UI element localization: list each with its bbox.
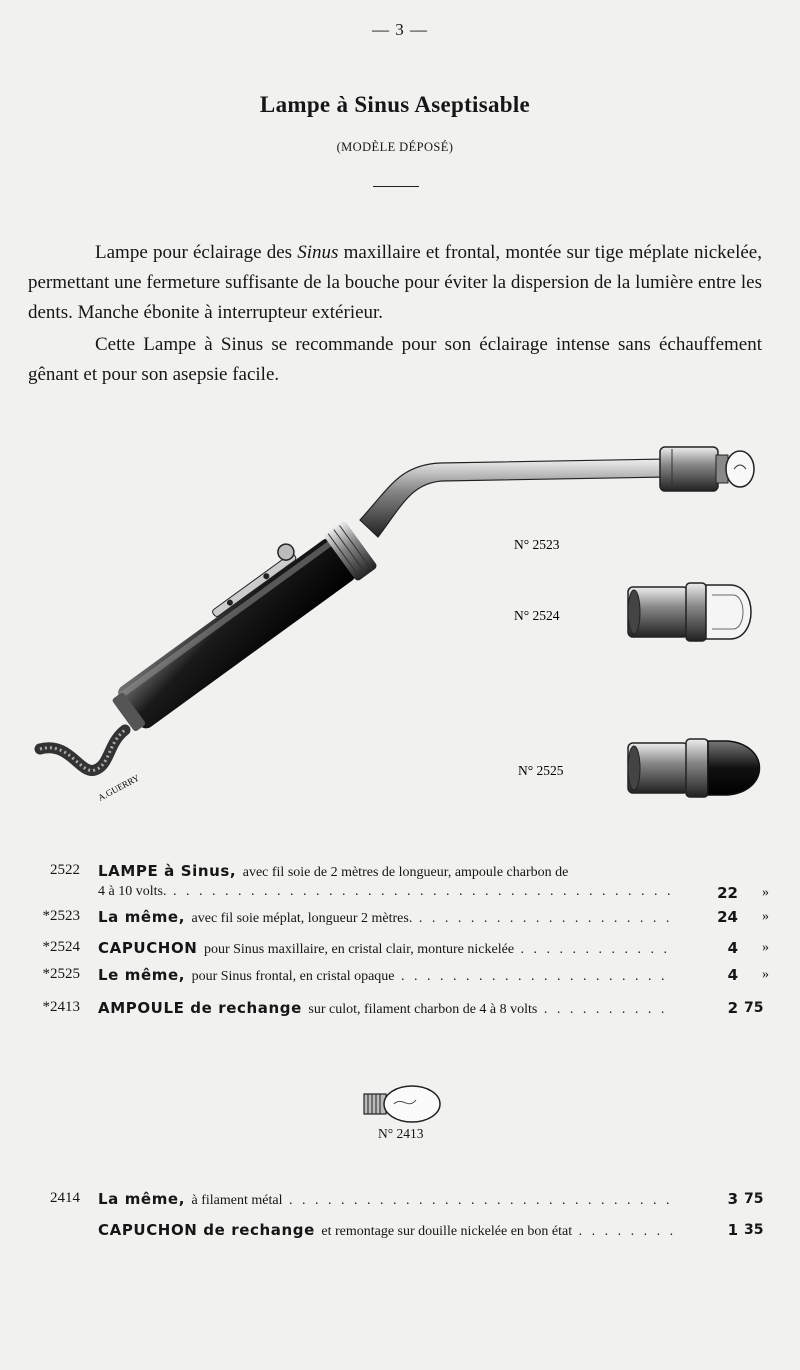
catalog-price-cents: 75 [744,1000,764,1016]
catalog-price-cents: 35 [744,1222,764,1238]
catalog-desc-line2 [98,884,674,900]
catalog-ref: *2525 [42,966,80,982]
catalog-item-text: avec fil soie méplat, longueur 2 mètres. [191,911,413,926]
lamp-socket [660,447,718,491]
catalog-row [0,1219,800,1243]
label-2413: N° 2413 [378,1126,424,1141]
catalog-item-name: Le même, [98,966,186,984]
catalog-price: 22 [717,884,738,902]
description-emphasis: Sinus [297,242,339,263]
catalog-desc [98,939,674,958]
catalog-price-cents: » [762,909,769,924]
catalog-row [0,1188,800,1212]
sinus-lamp-illustration [0,425,800,820]
catalog-price-cents: » [762,967,769,982]
catalog-row [0,964,800,988]
illustrator-signature: A.GUERRY [96,772,141,803]
catalog-item-name: LAMPE à Sinus, [98,862,237,880]
catalog-row [0,937,800,961]
catalog-item-name: La même, [98,908,186,926]
catalog-item-text: 4 à 10 volts. [98,884,167,899]
catalog-desc [98,999,674,1018]
catalog-item-name: La même, [98,1190,186,1208]
catalog-item-name: CAPUCHON de rechange [98,1221,315,1239]
title-divider [373,186,419,187]
catalog-desc [98,862,674,881]
catalog-desc [98,908,674,927]
catalog-row [0,860,800,902]
catalog-price: 4 [727,939,738,957]
catalog-price: 24 [717,908,738,926]
catalog-ref: *2413 [42,999,80,1015]
label-2524: N° 2524 [514,608,560,623]
description-paragraph-2: Cette Lampe à Sinus se recommande pour son éclairage intense sans échauffement gênant et pour son asepsie facile. [28,334,762,385]
catalog-row [0,997,800,1021]
catalog-item-text: sur culot, filament charbon de 4 à 8 volts [308,1002,538,1017]
cap-2525-drawing [628,739,760,797]
catalog-item-text: pour Sinus frontal, en cristal opaque [191,969,395,984]
description-text: maxillaire et frontal, montée sur tige méplate nickelée, permettant une fermeture suffisante de la bouche pour éviter la dispersion de la lumière entre les dents. Manche ébonite à interrupteur extérieur. [28,242,762,323]
catalog-item-text: pour Sinus maxillaire, en cristal clair, monture nickelée [203,942,515,957]
catalog-row [0,906,800,930]
catalog-item-name: CAPUCHON [98,939,198,957]
ampoule-2413-drawing [358,1080,448,1130]
label-2525: N° 2525 [518,763,564,778]
lamp-handle [97,507,378,740]
page-title: Lampe à Sinus Aseptisable [259,92,531,117]
catalog-price: 2 [727,999,738,1017]
catalog-desc [98,1190,674,1209]
label-2523: N° 2523 [514,537,560,552]
catalog-price-cents: » [762,885,769,900]
catalog-item-name: AMPOULE de rechange [98,999,302,1017]
catalog-desc [98,1221,674,1240]
page-subtitle: (MODÈLE DÉPOSÉ) [336,140,454,154]
catalog-ref: *2523 [42,908,80,924]
lamp-bulb [726,451,754,487]
lamp-stem [360,459,668,537]
catalog-price-cents: » [762,940,769,955]
catalog-ref: 2522 [50,862,80,878]
catalog-ref: *2524 [42,939,80,955]
catalog-item-text: avec fil soie de 2 mètres de longueur, ampoule charbon de [242,865,569,880]
catalog-price-cents: 75 [744,1191,764,1207]
description-paragraph-1 [28,238,762,328]
catalog-item-text: et remontage sur douille nickelée en bon état [321,1224,573,1239]
cap-2524-drawing [628,583,751,641]
catalog-price: 1 [727,1221,738,1239]
catalog-ref: 2414 [50,1190,80,1206]
page-number: — 3 — [372,20,428,39]
catalog-price: 4 [727,966,738,984]
catalog-price: 3 [727,1190,738,1208]
catalog-item-text: à filament métal [191,1193,283,1208]
description-text: Lampe pour éclairage des [95,242,298,263]
cord-shape [40,730,125,771]
catalog-desc [98,966,674,985]
